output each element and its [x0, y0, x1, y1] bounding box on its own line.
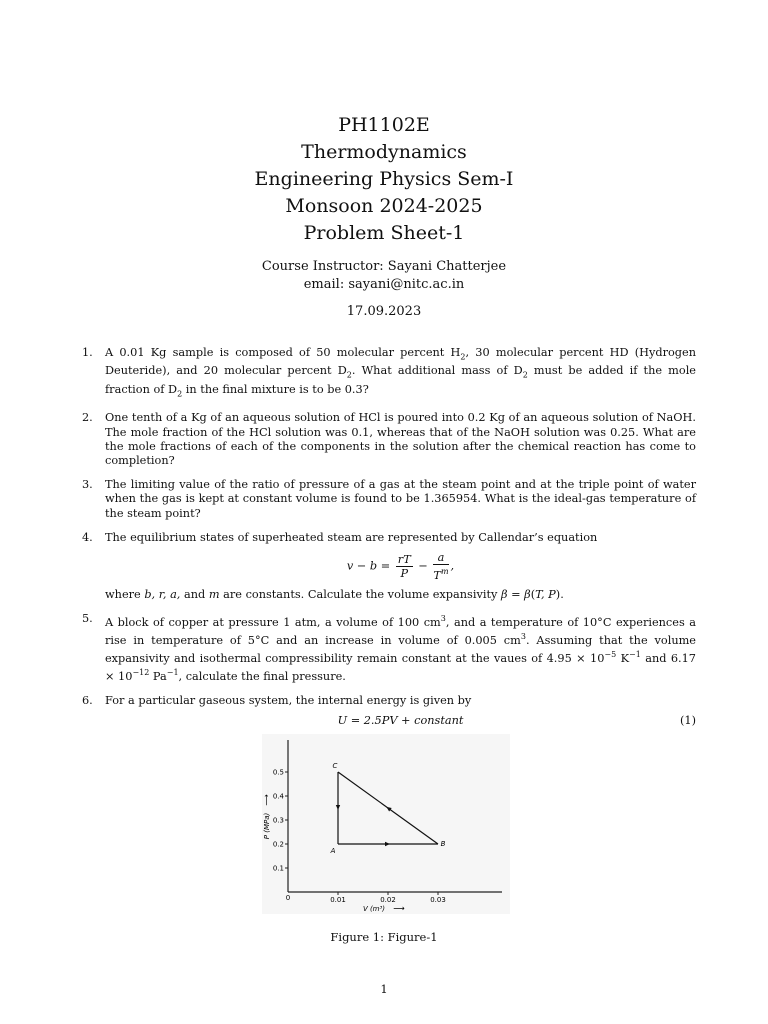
equation-number: (1): [679, 714, 696, 728]
problem-list: [78, 346, 696, 738]
problem-text: One tenth of a Kg of an aqueous solution of HCl is poured into 0.2 Kg of an aqueous solution of NaOH. The mole fraction of the HCl solution was 0.1, whereas that of the NaOH solution was 0.25. What are the mole fractions of each of the components in the solution after the chemical reaction has come to completion?: [105, 411, 696, 467]
y-tick-label: 0.4: [272, 792, 284, 801]
problem-2: [78, 411, 696, 468]
y-axis-arrow: ⟶: [262, 794, 271, 806]
problem-number: 6.: [82, 693, 93, 707]
problem-text: For a particular gaseous system, the internal energy is given by: [105, 693, 472, 707]
instructor-block: [0, 258, 768, 294]
page-number: 1: [380, 982, 388, 996]
x-tick-label: 0.01: [330, 896, 346, 904]
x-tick-label: 0.02: [380, 896, 396, 904]
x-axis-arrow: ⟶: [393, 904, 405, 913]
pv-diagram-figure: [262, 734, 510, 914]
x-tick-label: 0.03: [430, 896, 446, 904]
problem-5: [78, 612, 696, 684]
subject-title: Thermodynamics: [301, 141, 467, 163]
point-label-C: C: [332, 762, 338, 770]
y-tick-label: 0.1: [272, 864, 284, 873]
y-tick-label: 0.3: [272, 816, 284, 825]
problem-number: 3.: [82, 478, 93, 492]
figure-caption: Figure 1: Figure-1: [330, 930, 438, 944]
course-name: Engineering Physics Sem-I: [254, 168, 514, 190]
sheet-title: Problem Sheet-1: [303, 222, 465, 244]
date: 17.09.2023: [346, 304, 422, 319]
term: Monsoon 2024-2025: [285, 195, 483, 217]
origin-label: 0: [285, 894, 291, 902]
callendar-equation: v − b = $\frac{rT}{P}$ − $\frac{a}{T^m}$ ,: [346, 550, 455, 582]
problem-text: The limiting value of the ratio of pressure of a gas at the steam point and at the triple point of water when the gas is kept at constant volume is found to be 1.365954. What is the ideal-gas temperature of the steam point?: [105, 478, 696, 520]
problem-3: [78, 478, 696, 521]
problem-number: 4.: [82, 530, 93, 544]
problem-number: 5.: [82, 611, 93, 625]
point-label-B: B: [440, 840, 446, 848]
point-label-A: A: [330, 847, 336, 855]
y-tick-label: 0.5: [272, 768, 284, 777]
problem-text: A block of copper at pressure 1 atm, a volume of 100 $cm^3$, and a temperature of 10°C experiences a rise in temperature of 5°C and an increase in volume of 0.005 $cm^3$. Assuming that the volume expansivity and isothermal compressibility remain constant at the vaues of $4.95 \times 10^{-5}$ $K^{-1}$ and $6.17 \times 10^{-12}$ $Pa^{-1}$, calculate the final pressure.: [105, 613, 696, 683]
problem-text: The equilibrium states of superheated steam are represented by Callendar’s equation: [105, 530, 598, 544]
pv-diagram: [262, 734, 510, 914]
instructor-email: email: sayani@nitc.ac.in: [303, 277, 465, 292]
problem-6: [78, 694, 696, 728]
problem-number: 1.: [82, 346, 93, 359]
x-axis-label: V (m³): [362, 905, 386, 913]
y-axis-label: P (MPa): [263, 812, 271, 840]
problem-text-continued: where b, r, a, and m are constants. Calculate the volume expansivity β = β(T, P).: [105, 587, 564, 601]
title-block: [0, 112, 768, 247]
problem-number: 2.: [82, 411, 93, 425]
instructor-line: Course Instructor: Sayani Chatterjee: [261, 259, 507, 274]
y-tick-label: 0.2: [272, 840, 284, 849]
problem-4: [78, 531, 696, 602]
course-code: PH1102E: [338, 114, 430, 136]
equation-text: U = 2.5PV + constant: [337, 714, 464, 728]
internal-energy-equation: [105, 714, 696, 728]
problem-1: [78, 346, 696, 401]
problem-text: A 0.01 Kg sample is composed of 50 molecular percent $H_2$, 30 molecular percent HD (Hydrogen Deuteride), and 20 molecular percent $D_2$. What additional mass of $D_2$ must be added if the mole fraction of $D_2$ in the final mixture is to be 0.3?: [105, 346, 696, 399]
